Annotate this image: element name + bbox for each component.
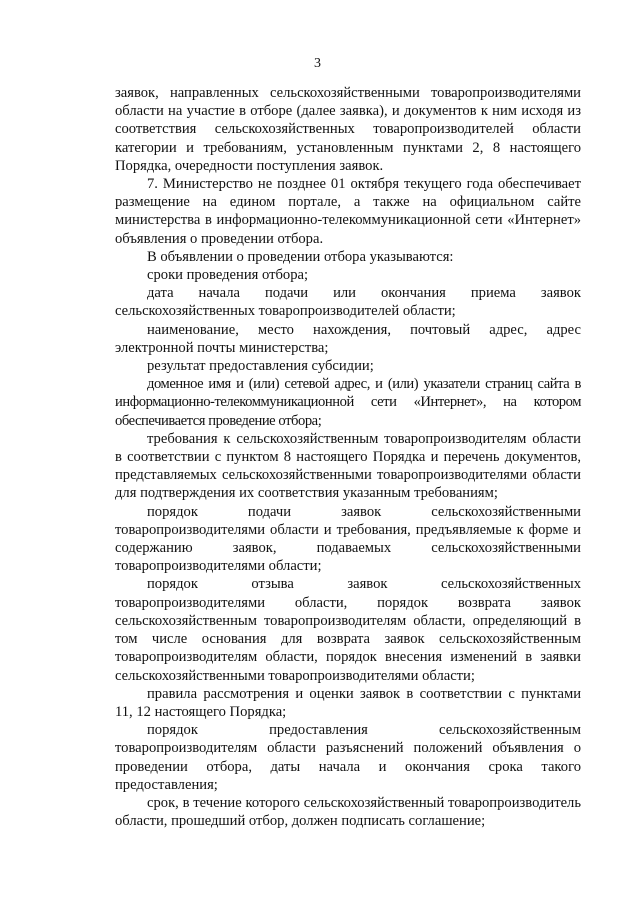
page-number: 3 xyxy=(314,56,321,71)
paragraph-withdrawal-order: порядок отзыва заявок сельскохозяйственных товаропроизводителями области, порядок возврата заявок сельскохозяйственным товаропроизводителям области, определяющий в том числе основания для возврата заявок сельскохозяйственным товаропроизводителям области, порядок внесения изменений в заявки сельскохозяйственными товаропроизводителями области; xyxy=(115,576,581,684)
paragraph-item-7: 7. Министерство не позднее 01 октября текущего года обеспечивает размещение на едином портале, а также на официальном сайте министерства в информационно-телекоммуникационной сети «Интернет» объявления о проведении отбора. xyxy=(115,176,581,247)
document-body xyxy=(115,84,581,830)
paragraph-submission-order: порядок подачи заявок сельскохозяйственными товаропроизводителями области и требования, предъявляемые к форме и содержанию заявок, подаваемых сельскохозяйственными товаропроизводителями области; xyxy=(115,503,581,575)
paragraph-ministry-contacts: наименование, место нахождения, почтовый адрес, адрес электронной почты министерства; xyxy=(115,321,581,356)
paragraph-selection-dates: сроки проведения отбора; xyxy=(147,267,309,284)
paragraph-subsidy-result: результат предоставления субсидии; xyxy=(147,358,374,375)
paragraph-domain-name: доменное имя и (или) сетевой адрес, и (или) указатели страниц сайта в информационно-телекоммуникационной сети «Интернет», на котором обеспечивается проведение отбора; xyxy=(115,376,581,429)
paragraph-requirements: требования к сельскохозяйственным товаропроизводителям области в соответствии с пунктом 8 настоящего Порядка и перечень документов, представляемых сельскохозяйственными товаропроизводителями области для подтверждения их соответствия указанным требованиям; xyxy=(115,430,581,502)
paragraph-continuation: заявок, направленных сельскохозяйственными товаропроизводителями области на участие в отборе (далее заявка), и документов к ним исходя из соответствия сельскохозяйственных товаропроизводителей области категории и требованиям, установленным пунктами 2, 8 настоящего Порядка, очередности поступления заявок. xyxy=(115,85,581,174)
paragraph-clarifications: порядок предоставления сельскохозяйственным товаропроизводителям области разъяснений положений объявления о проведении отбора, даты начала и окончания срока такого предоставления; xyxy=(115,722,581,793)
paragraph-evaluation-rules: правила рассмотрения и оценки заявок в соответствии с пунктами 11, 12 настоящего Порядка; xyxy=(115,685,581,720)
paragraph-agreement-deadline: срок, в течение которого сельскохозяйственный товаропроизводитель области, прошедший отбор, должен подписать соглашение; xyxy=(115,794,581,830)
paragraph-announcement-intro: В объявлении о проведении отбора указываются: xyxy=(147,248,454,265)
paragraph-application-dates: дата начала подачи или окончания приема заявок сельскохозяйственных товаропроизводителей области; xyxy=(115,285,581,320)
